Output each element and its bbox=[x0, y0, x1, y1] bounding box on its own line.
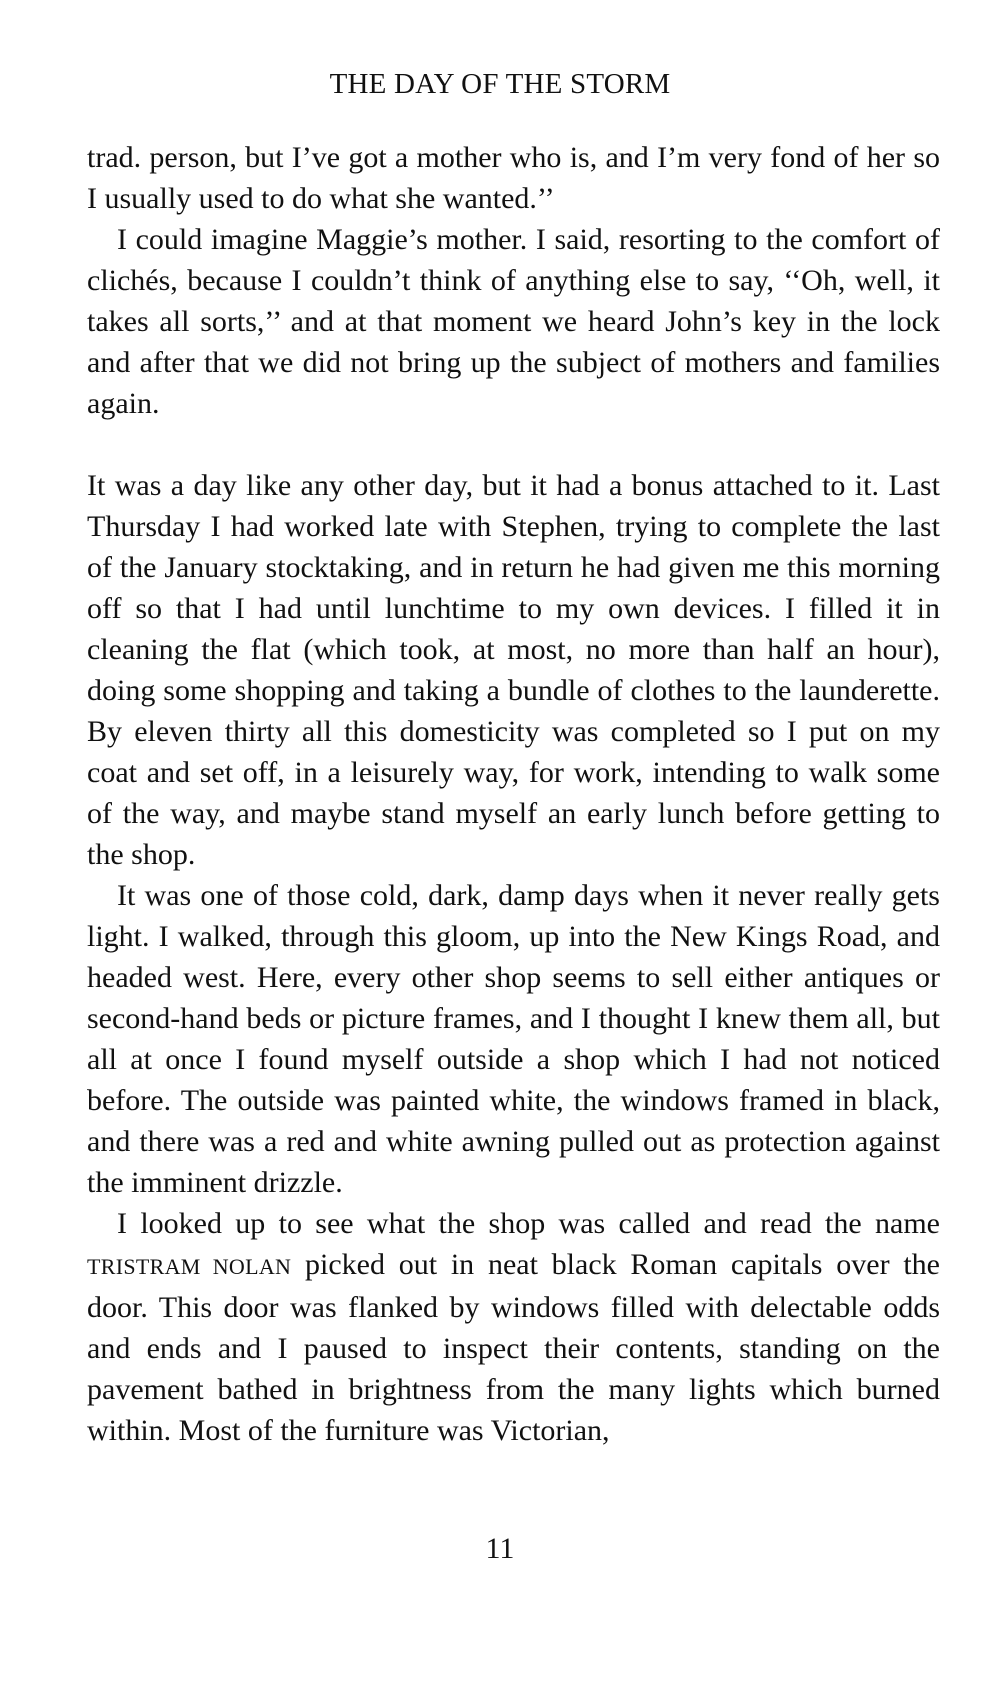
paragraph: It was one of those cold, dark, damp days when it never really gets light. I walked, through this gloom, up into the New Kings Road, and headed west. Here, every other shop seems to sell either antiques or second-hand beds or picture frames, and I thought I knew them all, but all at once I found myself outside a shop which I had not noticed before. The outside was painted white, the windows framed in black, and there was a red and white awning pulled out as protection against the imminent drizzle. bbox=[87, 879, 940, 1199]
paragraph-text: I looked up to see what the shop was called and read the name bbox=[117, 1207, 940, 1240]
shop-name-small-caps: TRISTRAM NOLAN bbox=[87, 1254, 292, 1279]
paragraph: I could imagine Maggie’s mother. I said, resorting to the comfort of clichés, because I couldn’t think of anything else to say, ‘‘Oh, well, it takes all sorts,’’ and at that moment we heard John’s key in the lock and after that we did not bring up the subject of mothers and families again. bbox=[87, 223, 940, 420]
paragraph-text: picked out in neat black Roman capitals over the door. This door was flanked by windows filled with delectable odds and ends and I paused to inspect their contents, standing on the pavement bathed in brightness from the many lights which burned within. Most of the furniture was Victorian, bbox=[87, 1248, 940, 1447]
running-head: THE DAY OF THE STORM bbox=[329, 68, 671, 100]
paragraph-continuation: trad. person, but I’ve got a mother who is, and I’m very fond of her so I usually used to do what she wanted.’’ bbox=[87, 141, 940, 215]
page-number: 11 bbox=[485, 1532, 515, 1565]
body-text bbox=[87, 137, 940, 1451]
paragraph bbox=[87, 1203, 940, 1451]
paragraph-section-start: It was a day like any other day, but it had a bonus attached to it. Last Thursday I had worked late with Stephen, trying to complete the last of the January stocktaking, and in return he had given me this morning off so that I had until lunchtime to my own devices. I filled it in cleaning the flat (which took, at most, no more than half an hour), doing some shopping and taking a bundle of clothes to the launderette. By eleven thirty all this domesticity was completed so I put on my coat and set off, in a leisurely way, for work, intending to walk some of the way, and maybe stand myself an early lunch before getting to the shop. bbox=[87, 469, 940, 871]
